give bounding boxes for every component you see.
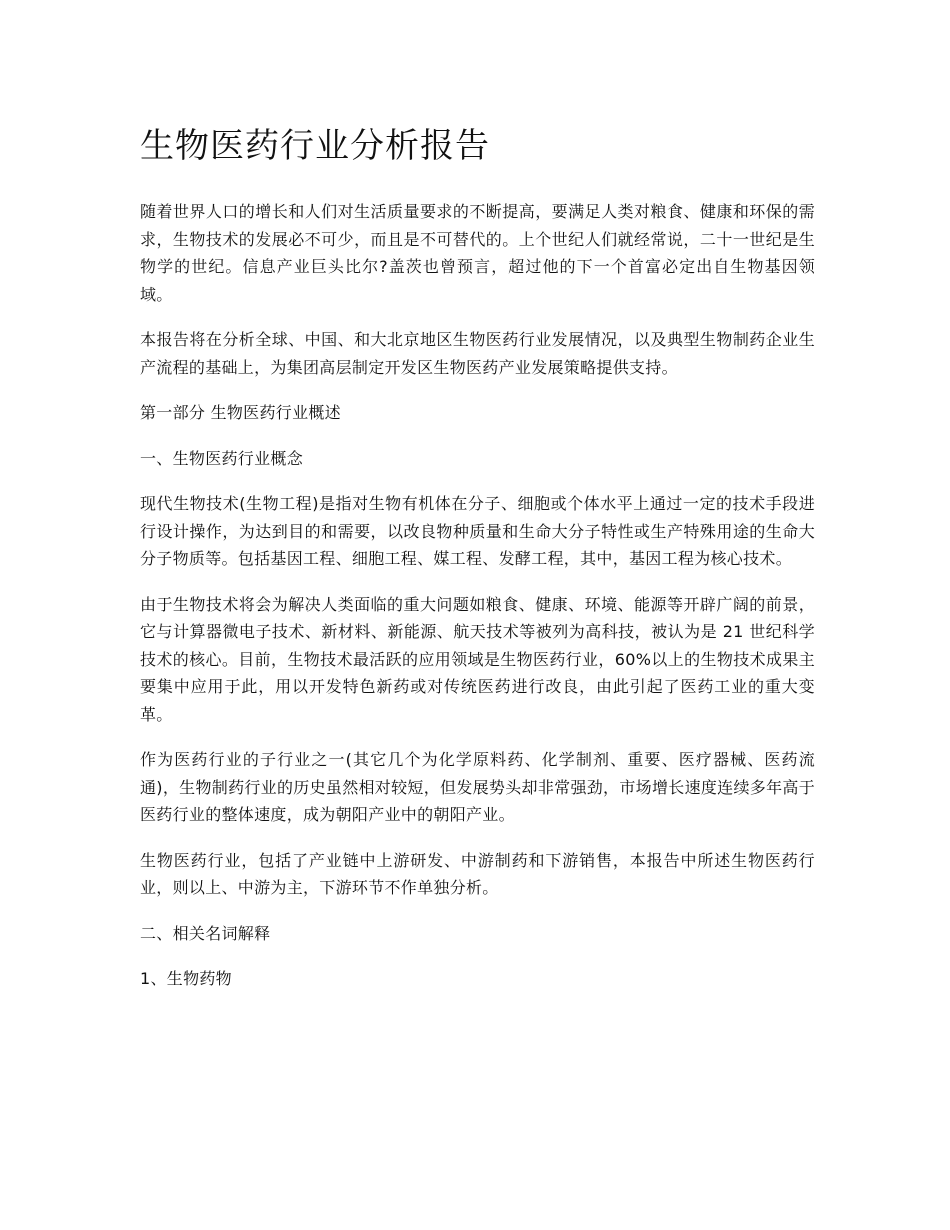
section-two-heading: 二、相关名词解释 [140,923,271,943]
section-one-heading: 一、生物医药行业概念 [140,448,304,468]
subsection-one-heading: 1、生物药物 [140,969,232,988]
intro-paragraph: 随着世界人口的增长和人们对生活质量要求的不断提高，要满足人类对粮食、健康和环保的需求，生物技术的发展必不可少，而且是不可替代的。上个世纪人们就经常说，二十一世纪是生物学的世纪。信息产业巨头比尔?盖茨也曾预言，超过他的下一个首富必定出自生物基因领域。 [140,202,815,304]
document-title: 生物医药行业分析报告 [140,126,490,166]
purpose-paragraph: 本报告将在分析全球、中国、和大北京地区生物医药行业发展情况，以及典型生物制药企业生产流程的基础上，为集团高层制定开发区生物医药产业发展策略提供支持。 [140,330,815,377]
biotech-prospects-paragraph: 由于生物技术将会为解决人类面临的重大问题如粮食、健康、环境、能源等开辟广阔的前景，它与计算器微电子技术、新材料、新能源、航天技术等被列为高科技，被认为是 21 世纪科学技术的核心。目前，生物技术最活跃的应用领域是生物医药行业，60%以上的生物技术成果主要集中应用于此，用以开发特色新药或对传统医药进行改良，由此引起了医药工业的重大变革。 [140,594,815,724]
biotech-definition-paragraph: 现代生物技术(生物工程)是指对生物有机体在分子、细胞或个体水平上通过一定的技术手段进行设计操作，为达到目的和需要，以改良物种质量和生命大分子特性或生产特殊用途的生命大分子物质等。包括基因工程、细胞工程、媒工程、发酵工程，其中，基因工程为核心技术。 [140,494,815,568]
part-one-heading: 第一部分 生物医药行业概述 [140,403,341,422]
value-chain-paragraph: 生物医药行业，包括了产业链中上游研发、中游制药和下游销售，本报告中所述生物医药行业，则以上、中游为主，下游环节不作单独分析。 [140,850,815,897]
document-page [140,118,815,1011]
subindustry-paragraph: 作为医药行业的子行业之一(其它几个为化学原料药、化学制剂、重要、医疗器械、医药流通)，生物制药行业的历史虽然相对较短，但发展势头却非常强劲，市场增长速度连续多年高于医药行业的整体速度，成为朝阳产业中的朝阳产业。 [140,750,815,824]
